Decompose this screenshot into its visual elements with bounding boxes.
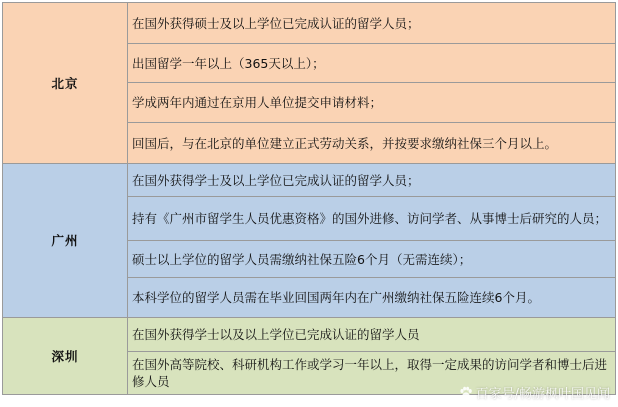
requirement-cell: 硕士以上学位的留学人员需缴纳社保五险6个月（无需连续）； bbox=[128, 241, 616, 278]
requirement-cell: 持有《广州市留学生人员优惠资格》的国外进修、访问学者、从事博士后研究的人员； bbox=[128, 197, 616, 241]
city-cell-beijing: 北京 bbox=[3, 3, 128, 164]
guangzhou-group bbox=[3, 164, 616, 318]
requirement-cell: 出国留学一年以上（365天以上）； bbox=[128, 44, 616, 83]
table-row bbox=[3, 318, 616, 352]
table-row bbox=[3, 164, 616, 197]
city-cell-shenzhen: 深圳 bbox=[3, 318, 128, 395]
city-cell-guangzhou: 广州 bbox=[3, 164, 128, 318]
requirement-cell: 在国外获得学士以及以上学位已完成认证的留学人员 bbox=[128, 318, 616, 352]
requirement-cell: 学成两年内通过在京用人单位提交申请材料； bbox=[128, 83, 616, 123]
requirement-cell: 本科学位的留学人员需在毕业回国两年内在广州缴纳社保五险连续6个月。 bbox=[128, 278, 616, 318]
watermark bbox=[459, 383, 610, 402]
table-row bbox=[3, 3, 616, 44]
watermark-text: 百家号/畅游枫叶国见闻 bbox=[475, 387, 610, 402]
beijing-group bbox=[3, 3, 616, 164]
requirements-table bbox=[2, 2, 616, 395]
requirement-cell: 回国后，与在北京的单位建立正式劳动关系，并按要求缴纳社保三个月以上。 bbox=[128, 123, 616, 164]
requirement-cell: 在国外获得学士及以上学位已完成认证的留学人员； bbox=[128, 164, 616, 197]
requirement-cell: 在国外获得硕士及以上学位已完成认证的留学人员； bbox=[128, 3, 616, 44]
requirement-cell: 在国外高等院校、科研机构工作或学习一年以上，取得一定成果的访问学者和博士后进修人员 bbox=[128, 352, 616, 395]
baidu-paw-icon bbox=[459, 386, 473, 400]
